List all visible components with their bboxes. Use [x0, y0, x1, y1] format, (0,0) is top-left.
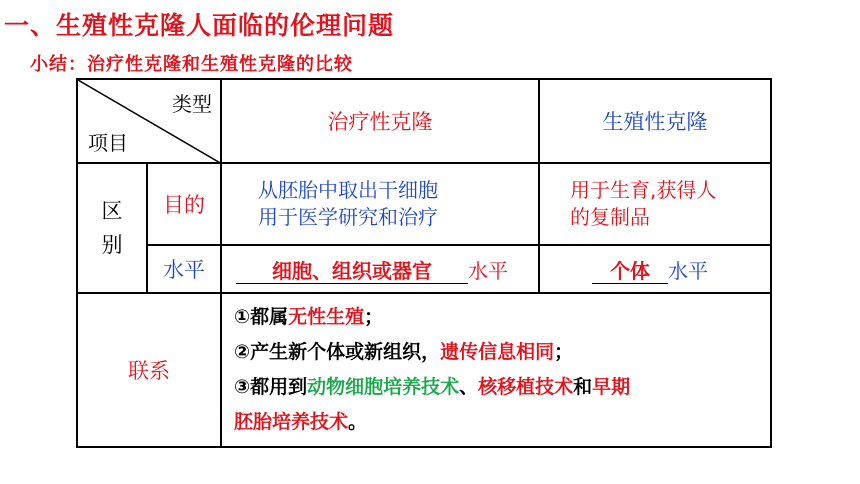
corner-cell [77, 79, 221, 163]
purpose-therapeutic-line-1: 从胚胎中取出干细胞 [258, 178, 438, 202]
link-3-separator: 、 [459, 376, 479, 398]
purpose-row [77, 163, 771, 245]
level-reproductive-suffix: 水平 [668, 258, 708, 283]
header-reproductive-cloning: 生殖性克隆 [539, 79, 771, 163]
link-3-green-highlight: 动物细胞培养技术 [307, 376, 460, 398]
link-1-end: ； [364, 306, 384, 328]
page-title: 一、生殖性克隆人面临的伦理问题 [4, 11, 395, 40]
link-3-period: 。 [348, 411, 368, 433]
level-therapeutic [221, 245, 539, 293]
link-item-2 [234, 335, 764, 370]
link-2-text: ②产生新个体或新组织， [234, 341, 441, 363]
purpose-reproductive-line-2: 的复制品 [570, 205, 650, 229]
difference-char-2: 别 [101, 233, 123, 257]
link-label: 联系 [77, 293, 221, 447]
level-therapeutic-answer: 细胞、组织或器官 [236, 259, 468, 284]
purpose-reproductive [539, 163, 771, 245]
link-item-1 [234, 300, 764, 335]
link-1-text: ①都属 [234, 306, 289, 328]
difference-label [77, 163, 147, 293]
corner-type-label: 类型 [172, 92, 212, 116]
level-row [77, 245, 771, 293]
header-row [77, 79, 771, 163]
purpose-label: 目的 [147, 163, 221, 245]
section-subtitle: 小结：治疗性克隆和生殖性克隆的比较 [30, 54, 353, 75]
difference-char-1: 区 [101, 199, 123, 223]
link-item-3 [234, 370, 764, 405]
link-content [221, 293, 771, 447]
level-reproductive [539, 245, 771, 293]
link-3-and: 和 [573, 376, 593, 398]
link-item-3-cont [234, 405, 764, 440]
link-2-end: ； [554, 341, 574, 363]
link-3-text: ③都用到 [234, 376, 308, 398]
level-label: 水平 [147, 245, 221, 293]
link-3-red-highlight-1: 核移植技术 [478, 376, 574, 398]
link-1-highlight: 无性生殖 [288, 306, 365, 328]
link-3-red-highlight-2: 早期 [592, 376, 631, 398]
purpose-therapeutic [221, 163, 539, 245]
link-2-highlight: 遗传信息相同 [440, 341, 555, 363]
purpose-therapeutic-line-2: 用于医学研究和治疗 [258, 205, 438, 229]
header-therapeutic-cloning: 治疗性克隆 [221, 79, 539, 163]
purpose-reproductive-line-1: 用于生育,获得人 [570, 178, 717, 202]
link-3-red-highlight-3: 胚胎培养技术 [234, 411, 349, 433]
level-reproductive-answer: 个体 [592, 259, 668, 284]
comparison-table [76, 78, 772, 448]
level-therapeutic-suffix: 水平 [468, 258, 508, 283]
link-row [77, 293, 771, 447]
corner-item-label: 项目 [88, 131, 128, 155]
